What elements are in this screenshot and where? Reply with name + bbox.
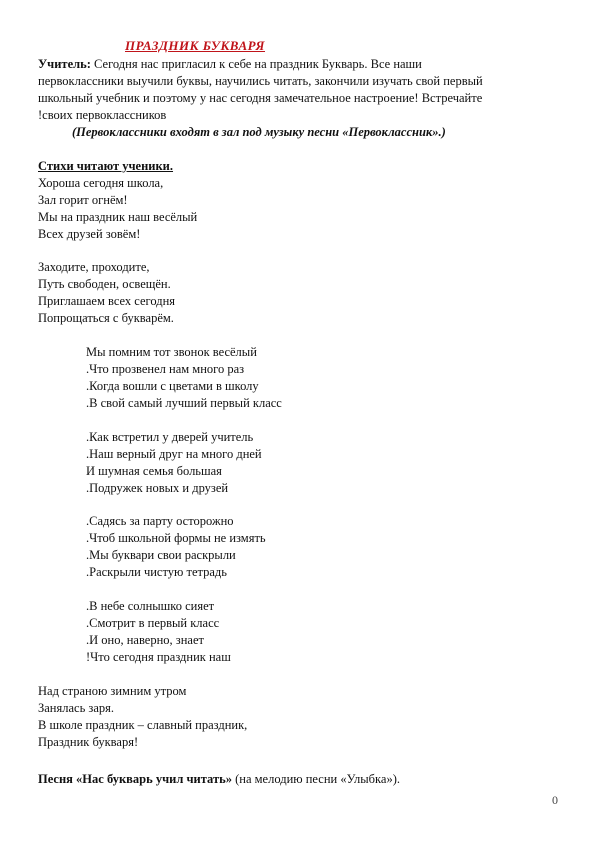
stanza4-line: И шумная семья большая (86, 464, 222, 478)
intro-line-1 (38, 56, 568, 73)
stanza7-line: Праздник букваря! (38, 735, 139, 749)
stanza2-line: Путь свободен, освещён. (38, 277, 171, 291)
stanza4-line: .Как встретил у дверей учитель (86, 430, 254, 444)
intro-line-2: первоклассники выучили буквы, научились читать, закончили изучать свой первый (38, 74, 483, 88)
stanza5-line: .Раскрыли чистую тетрадь (86, 565, 227, 579)
intro-line-3: школьный учебник и поэтому у нас сегодня замечательное настроение! Встречайте (38, 91, 483, 105)
stanza6-line: .Смотрит в первый класс (86, 616, 220, 630)
stanza2-line: Заходите, проходите, (38, 260, 150, 274)
intro-line-4: !своих первоклассников (38, 108, 167, 122)
document-title: ПРАЗДНИК БУКВАРЯ (125, 38, 266, 53)
stanza2-line: Приглашаем всех сегодня (38, 294, 176, 308)
stanza7-line: Над страною зимним утром (38, 684, 187, 698)
stanza-4 (86, 429, 262, 497)
stanza5-line: .Садясь за парту осторожно (86, 514, 234, 528)
intro-text-1: Сегодня нас пригласил к себе на праздник Букварь. Все наши (90, 57, 422, 71)
stanza6-line: .В небе солнышко сияет (86, 599, 215, 613)
stanza3-line: .Что прозвенел нам много раз (86, 362, 245, 376)
stanza7-line: Занялась заря. (38, 701, 115, 715)
poem-heading: Стихи читают ученики. (38, 159, 174, 173)
stanza1-line: Всех друзей зовём! (38, 227, 141, 241)
stanza6-line: !Что сегодня праздник наш (86, 650, 231, 664)
stanza6-line: .И оно, наверно, знает (86, 633, 204, 647)
stanza3-line: Мы помним тот звонок весёлый (86, 345, 257, 359)
stanza1-line: Хороша сегодня школа, (38, 176, 164, 190)
speaker-label: Учитель: (38, 57, 91, 71)
stanza-7 (38, 683, 247, 751)
stanza-3 (86, 344, 282, 412)
page-number: 0 (552, 793, 558, 807)
teacher-intro (38, 56, 568, 124)
stanza-2 (38, 259, 175, 327)
stanza4-line: .Подружек новых и друзей (86, 481, 229, 495)
stanza2-line: Попрощаться с букварём. (38, 311, 174, 325)
stanza1-line: Зал горит огнём! (38, 193, 128, 207)
stanza4-line: .Наш верный друг на много дней (86, 447, 262, 461)
stanza3-line: .Когда вошли с цветами в школу (86, 379, 259, 393)
song-title: Песня «Нас букварь учил читать» (38, 772, 232, 786)
stanza3-line: .В свой самый лучший первый класс (86, 396, 282, 410)
poem-section (38, 158, 197, 243)
stanza5-line: .Мы буквари свои раскрыли (86, 548, 236, 562)
stanza1-line: Мы на праздник наш весёлый (38, 210, 198, 224)
song-title-line (38, 771, 400, 788)
stanza-5 (86, 513, 266, 581)
stanza7-line: В школе праздник – славный праздник, (38, 718, 248, 732)
song-melody-note: (на мелодию песни «Улыбка»). (231, 772, 400, 786)
stage-direction: (Первоклассники входят в зал под музыку песни «Первоклассник».) (72, 125, 446, 139)
stanza-6 (86, 598, 231, 666)
stanza5-line: .Чтоб школьной формы не измять (86, 531, 266, 545)
